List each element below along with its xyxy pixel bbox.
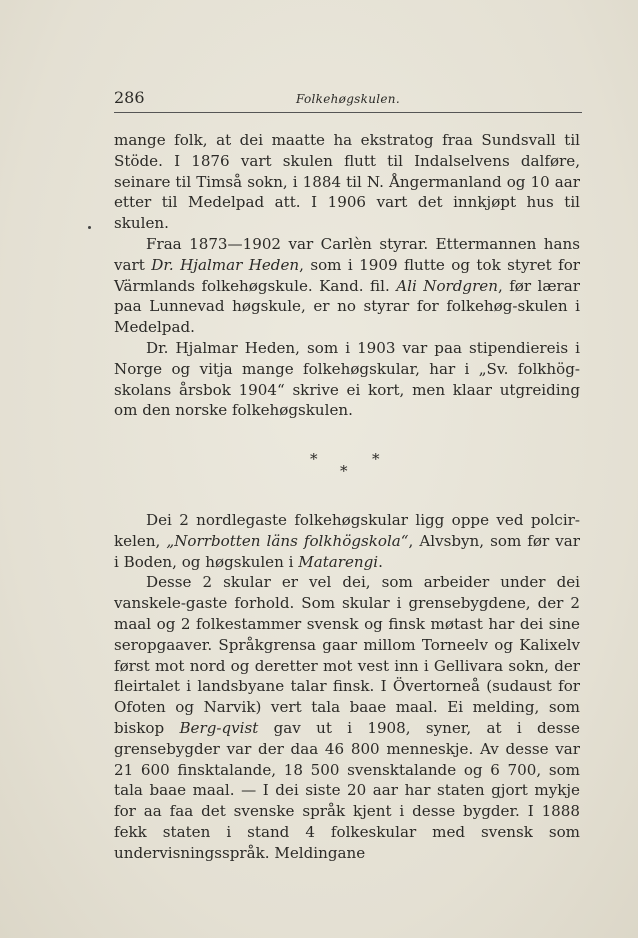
- text-run: , Alvsbyn, som før var i Boden, og høgskulen i: [114, 531, 580, 571]
- page-header: [114, 88, 582, 113]
- text-run: .: [378, 552, 383, 571]
- place-name: Matarengi: [298, 552, 379, 571]
- text-run: gav ut i 1908, syner, at i desse grensebygder var der daa 46 800 menneskje. Av desse var 21 600 finsktalande, 18 500 svensktalande og 6 700, som tala baae maal. — I dei siste 20 aar har staten gjort mykje for aa faa det svenske språk kjent i desse bygder. I 1888 fekk staten i stand 4 folkeskular med svensk som undervisningsspråk. Meldingane: [114, 718, 580, 862]
- person-name: Dr. Hjalmar Heden: [151, 255, 300, 274]
- margin-dot: [88, 226, 91, 229]
- text-run: , som i 1909 flutte og tok styret for Värmlands folkehøgskule. Kand. fil.: [114, 255, 580, 295]
- text-run: , før lærar paa Lunnevad høgskule, er no styrar for folkehøg-skulen i Medelpad.: [114, 276, 580, 337]
- section-one: [114, 130, 580, 421]
- text-run: Desse 2 skular er vel dei, som arbeider under dei vanskele-gaste forhold. Som skular i grensebygdene, der 2 maal og 2 folkestammer svensk og finsk møtast har dei sine seropgaaver. Språkgrensa gaar millom Torneelv og Kalixelv først mot nord og deretter mot vest inn i Gellivara sokn, der fleirtalet i landsbyane talar finsk. I Övertorneå (sudaust for Ofoten og Narvik) vert tala baae maal. Ei melding, som biskop: [114, 573, 580, 737]
- paragraph-heden: Dr. Hjalmar Heden, som i 1903 var paa stipendiereis i Norge og vitja mange folkehøgskular, har i „Sv. folkhög-skolans årsbok 1904“ skrive ei kort, men klaar utgreiding om den norske folkehøgskulen.: [114, 338, 580, 420]
- text-run: Fraa 1873—1902 var Carlèn styrar. Ettermannen hans vart: [114, 234, 580, 274]
- person-name: Berg-qvist: [179, 718, 259, 737]
- paragraph-continuation: mange folk, at dei maatte ha ekstratog fraa Sundsvall til Stöde. I 1876 vart skulen flutt til Indalselvens dalføre, seinare til Timså sokn, i 1884 til N. Ångermanland og 10 aar etter til Medelpad att. I 1906 vart det innkjøpt hus til skulen.: [114, 131, 580, 233]
- person-name: Ali Nordgren: [396, 276, 498, 295]
- section-two: [114, 510, 580, 864]
- school-name: „Norrbotten läns folkhögskola“: [166, 531, 409, 550]
- section-separator: [300, 450, 390, 480]
- running-title: Folkehøgskulen.: [296, 92, 400, 106]
- star-mark: *: [372, 450, 380, 468]
- star-mark: *: [340, 462, 348, 480]
- page-number: 286: [114, 88, 145, 107]
- paragraph-northern-schools: [114, 510, 580, 572]
- star-mark: *: [310, 450, 318, 468]
- paragraph-border-conditions: [114, 572, 580, 863]
- paragraph-directors: [114, 234, 580, 338]
- text-run: Dei 2 nordlegaste folkehøgskular ligg oppe ved polcir-kelen,: [114, 511, 580, 550]
